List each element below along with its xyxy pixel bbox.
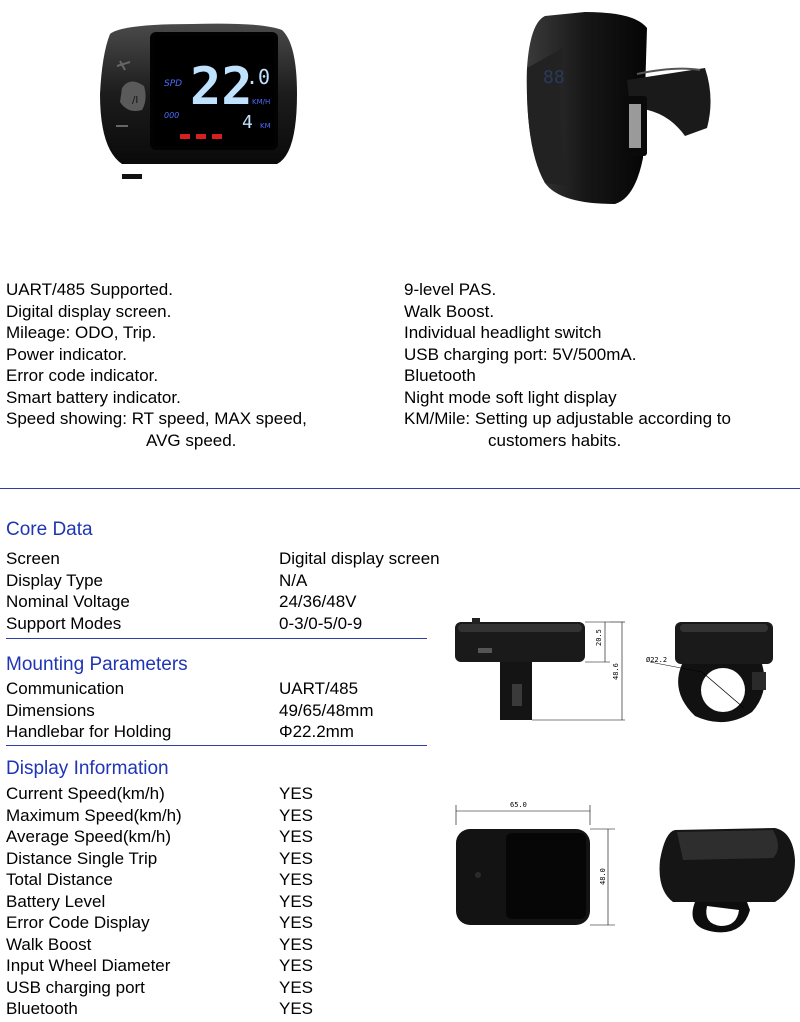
spec-label: Communication	[6, 679, 125, 698]
spec-row	[6, 783, 426, 805]
spec-row	[6, 934, 426, 956]
section-title-core-data: Core Data	[6, 519, 93, 540]
spec-value: YES	[279, 805, 314, 825]
section-divider	[0, 488, 800, 489]
trip-unit: KM	[260, 122, 271, 130]
spec-value: YES	[279, 999, 314, 1018]
spec-value: YES	[279, 848, 314, 868]
spec-value: YES	[279, 784, 314, 803]
features-right-list	[404, 279, 731, 451]
section-divider	[6, 745, 427, 746]
spec-label: USB charging port	[6, 977, 145, 997]
feature-item: Night mode soft light display	[404, 387, 617, 407]
features-left-list	[6, 279, 307, 451]
spec-label: Maximum Speed(km/h)	[6, 805, 182, 825]
feature-item-continued: AVG speed.	[146, 430, 237, 450]
spec-label: Screen	[6, 549, 60, 568]
speed-digits: 22	[190, 57, 253, 117]
spec-label: Battery Level	[6, 891, 106, 911]
spec-value: YES	[279, 977, 314, 997]
spec-value: Φ22.2mm	[279, 722, 354, 741]
speed-decimal: .0	[246, 65, 271, 89]
spec-row	[6, 826, 426, 848]
spec-row	[6, 548, 440, 570]
feature-item: Walk Boost.	[404, 301, 495, 321]
spec-label: Total Distance	[6, 870, 113, 889]
spec-value: YES	[279, 913, 314, 932]
spec-row	[6, 869, 426, 891]
spec-value: 0-3/0-5/0-9	[279, 613, 363, 633]
feature-item: UART/485 Supported.	[6, 280, 173, 299]
dim-front-width: 65.0	[510, 801, 527, 809]
feature-item: Speed showing: RT speed, MAX speed,	[6, 409, 307, 428]
spec-label: Current Speed(km/h)	[6, 784, 165, 803]
spec-label: Handlebar for Holding	[6, 722, 172, 741]
battery-indicator	[180, 134, 222, 139]
spec-label: Dimensions	[6, 700, 95, 720]
feature-item-continued: customers habits.	[488, 430, 622, 450]
spec-row	[6, 955, 426, 977]
feature-item: Digital display screen.	[6, 301, 172, 321]
spec-label: Input Wheel Diameter	[6, 956, 171, 975]
spec-label: Bluetooth	[6, 999, 78, 1018]
spec-value: YES	[279, 870, 314, 889]
dim-front-height: 48.0	[599, 868, 607, 885]
feature-item: Mileage: ODO, Trip.	[6, 323, 157, 342]
speed-unit: KM/H	[252, 98, 271, 106]
display-front-photo	[92, 14, 307, 179]
spec-label: Walk Boost	[6, 934, 92, 954]
section-title-mounting: Mounting Parameters	[6, 654, 188, 675]
side-dimension-drawing	[450, 610, 635, 730]
side-lcd-reflection: 88	[543, 67, 565, 88]
spec-value: YES	[279, 891, 314, 911]
spec-value: 24/36/48V	[279, 592, 357, 611]
trip-digit: 4	[242, 112, 253, 133]
spec-value: YES	[279, 934, 314, 954]
perspective-drawing	[655, 820, 800, 935]
dim-height-total: 48.6	[612, 663, 620, 680]
spec-value: YES	[279, 956, 314, 975]
clamp-dimension-drawing	[640, 612, 790, 732]
spec-row	[6, 721, 426, 743]
spec-label: Display Type	[6, 570, 104, 590]
section-title-display-info: Display Information	[6, 758, 169, 779]
spec-value: 49/65/48mm	[279, 700, 374, 720]
front-dimension-drawing	[450, 795, 620, 935]
spec-value: UART/485	[279, 679, 359, 698]
spec-row	[6, 998, 426, 1020]
feature-item: Power indicator.	[6, 344, 127, 364]
spec-value: YES	[279, 827, 314, 846]
feature-item: 9-level PAS.	[404, 280, 497, 299]
odo-label: 000	[164, 111, 180, 120]
display-side-photo	[515, 8, 715, 208]
dim-height-top: 20.5	[595, 629, 603, 646]
spec-row	[6, 891, 426, 913]
section-divider	[6, 638, 427, 639]
feature-item: Smart battery indicator.	[6, 387, 181, 407]
feature-item: USB charging port: 5V/500mA.	[404, 344, 637, 364]
spec-value: Digital display screen	[279, 549, 440, 568]
spec-row	[6, 613, 426, 635]
spec-value: N/A	[279, 570, 308, 590]
spd-label: SPD	[164, 79, 183, 89]
spec-row	[6, 805, 426, 827]
spec-row	[6, 848, 426, 870]
feature-item: Bluetooth	[404, 366, 476, 385]
spec-label: Error Code Display	[6, 913, 150, 932]
dim-bar-diameter: Ø22.2	[646, 656, 668, 664]
spec-label: Nominal Voltage	[6, 592, 130, 611]
spec-row	[6, 570, 426, 592]
power-icon: /I	[132, 95, 139, 106]
spec-label: Support Modes	[6, 613, 122, 633]
spec-row	[6, 678, 426, 700]
feature-item: KM/Mile: Setting up adjustable according to	[404, 409, 731, 428]
spec-label: Distance Single Trip	[6, 848, 158, 868]
spec-label: Average Speed(km/h)	[6, 827, 172, 846]
spec-row	[6, 912, 426, 934]
spec-row	[6, 700, 426, 722]
spec-row	[6, 977, 426, 999]
feature-item: Individual headlight switch	[404, 323, 602, 342]
spec-row	[6, 591, 426, 613]
feature-item: Error code indicator.	[6, 366, 159, 385]
